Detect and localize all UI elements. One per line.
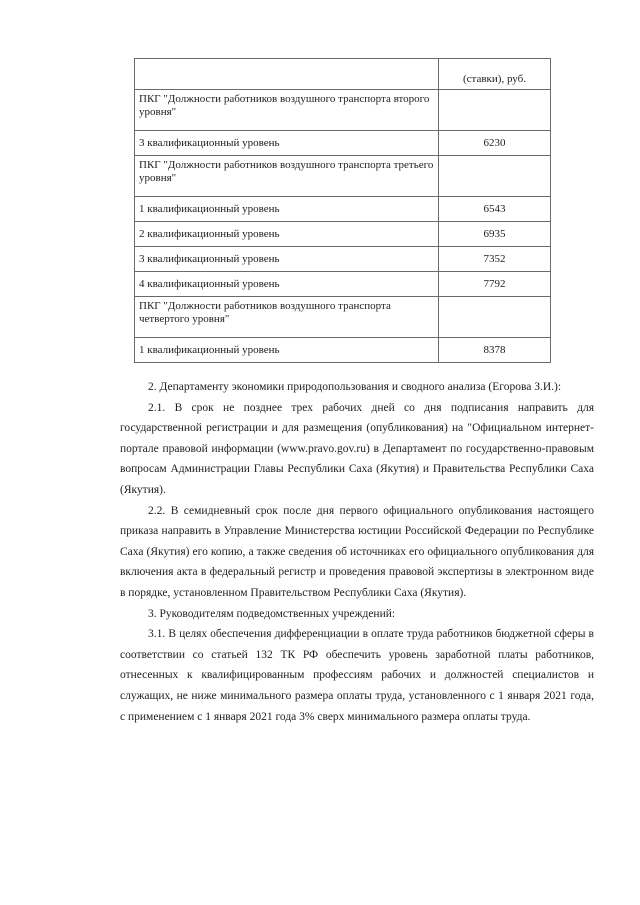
table-cell-value <box>439 90 551 131</box>
table-cell-value: 6543 <box>439 197 551 222</box>
table-cell-label: 1 квалификационный уровень <box>135 197 439 222</box>
paragraph-3: 3. Руководителям подведомственных учреждений: <box>148 607 396 620</box>
table-cell-label: 3 квалификационный уровень <box>135 247 439 272</box>
table-row <box>135 338 551 363</box>
table-row <box>135 222 551 247</box>
table-row <box>135 90 551 131</box>
table-row <box>135 156 551 197</box>
table-row <box>135 197 551 222</box>
paragraph-2: 2. Департаменту экономики природопользования и сводного анализа (Егорова З.И.): <box>148 381 562 393</box>
table-cell-value: 7352 <box>439 247 551 272</box>
table-cell-value: 6935 <box>439 222 551 247</box>
table-row <box>135 297 551 338</box>
table-cell-label: ПКГ "Должности работников воздушного транспорта четвертого уровня" <box>135 297 439 338</box>
table-cell-value <box>439 297 551 338</box>
document-body <box>120 377 594 727</box>
table-cell-label: 2 квалификационный уровень <box>135 222 439 247</box>
paragraph-2-2: 2.2. В семидневный срок после дня первого официального опубликования настоящего приказа направить в Управление Министерства юстиции Российской Федерации по Республике Саха (Якутия) его копию, а также сведения об источниках его официального опубликования для включения акта в федеральный регистр и проведения правовой экспертизы в электронном виде в порядке, установленном Правительством Республики Саха (Якутия). <box>120 504 594 599</box>
table-cell-value: 6230 <box>439 131 551 156</box>
table-cell-value: 7792 <box>439 272 551 297</box>
table-header-row <box>135 59 551 90</box>
table-cell-value <box>439 156 551 197</box>
table-row <box>135 131 551 156</box>
table-row <box>135 247 551 272</box>
table-cell-value: 8378 <box>439 338 551 363</box>
salary-table <box>134 58 551 363</box>
table-cell-label: ПКГ "Должности работников воздушного транспорта второго уровня" <box>135 90 439 131</box>
table-cell-empty <box>135 59 439 90</box>
table-header-unit: (ставки), руб. <box>439 59 551 90</box>
table-row <box>135 272 551 297</box>
table-cell-label: 4 квалификационный уровень <box>135 272 439 297</box>
paragraph-3-1: 3.1. В целях обеспечения дифференциации в оплате труда работников бюджетной сферы в соответствии со статьей 132 ТК РФ обеспечить уровень заработной платы работников, отнесенных к квалифицированным профессиям рабочих и должностей специалистов и служащих, не ниже минимального размера оплаты труда, установленного с 1 января 2021 года, с применением с 1 января 2021 года 3% сверх минимального размера оплаты труда. <box>120 628 594 723</box>
table-cell-label: 1 квалификационный уровень <box>135 338 439 363</box>
table-cell-label: 3 квалификационный уровень <box>135 131 439 156</box>
table-cell-label: ПКГ "Должности работников воздушного транспорта третьего уровня" <box>135 156 439 197</box>
paragraph-2-1: 2.1. В срок не позднее трех рабочих дней со дня подписания направить для государственной регистрации и для размещения (опубликования) на "Официальном интернет-портале правовой информации (www.pravo.gov.ru) в Департамент по государственно-правовым вопросам Администрации Главы Республики Саха (Якутия) и Правительства Республики Саха (Якутия). <box>120 401 594 496</box>
